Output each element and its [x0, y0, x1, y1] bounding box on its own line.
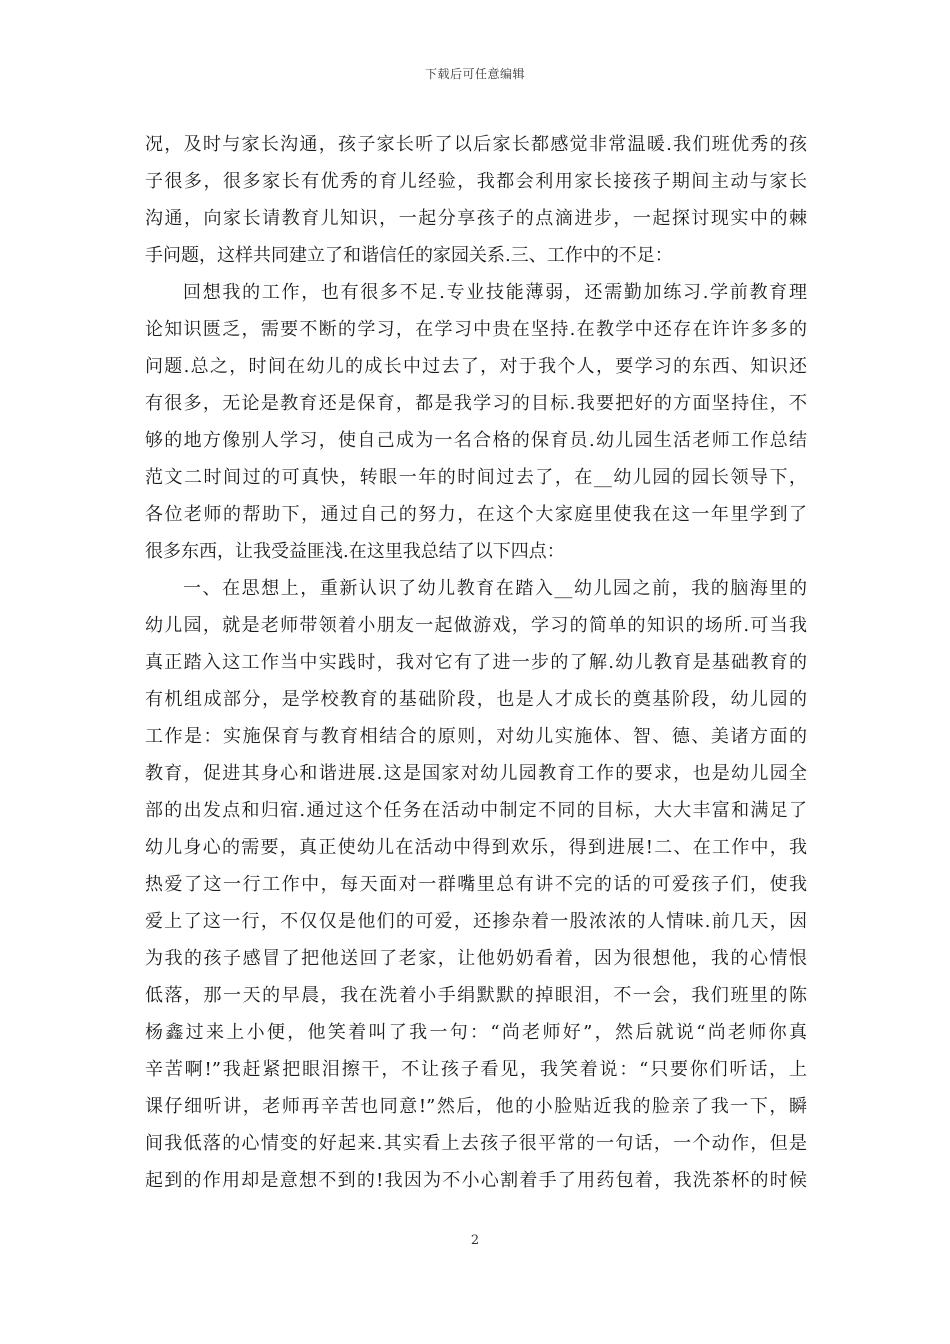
text-line: 幼儿园，就是老师带领着小朋友一起做游戏，学习的简单的知识的场所.可当我 — [145, 615, 807, 636]
text-line: 间我低落的心情变的好起来.其实看上去孩子很平常的一句话，一个动作，但是 — [145, 1133, 807, 1154]
text-line: 论知识匮乏，需要不断的学习，在学习中贵在坚持.在教学中还存在许许多多的 — [145, 319, 807, 340]
text-line: 热爱了这一行工作中，每天面对一群嘴里总有讲不完的话的可爱孩子们，使我 — [145, 874, 807, 895]
text-line: 有机组成部分，是学校教育的基础阶段，也是人才成长的奠基阶段，幼儿园的 — [145, 689, 807, 710]
text-line: 手问题，这样共同建立了和谐信任的家园关系.三、工作中的不足： — [145, 245, 673, 266]
text-line: 辛苦啊!”我赶紧把眼泪擦干，不让孩子看见，我笑着说：“只要你们听话，上 — [145, 1059, 807, 1080]
text-line: 杨鑫过来上小便，他笑着叫了我一句：“尚老师好”，然后就说“尚老师你真 — [145, 1022, 807, 1043]
text-line: 很多东西，让我受益匪浅.在这里我总结了以下四点： — [145, 541, 565, 562]
text-line: 工作是：实施保育与教育相结合的原则，对幼儿实施体、智、德、美诸方面的 — [145, 726, 807, 747]
text-line: 低落，那一天的早晨，我在洗着小手绢默默的掉眼泪，不一会，我们班里的陈 — [145, 985, 807, 1006]
text-line: 为我的孩子感冒了把他送回了老家，让他奶奶看着，因为很想他，我的心情恨 — [145, 948, 807, 969]
text-line: 爱上了这一行，不仅仅是他们的可爱，还掺杂着一股浓浓的人情味.前几天，因 — [145, 911, 807, 932]
text-line: 沟通，向家长请教育儿知识，一起分享孩子的点滴进步，一起探讨现实中的棘 — [145, 208, 807, 229]
text-line: 范文二时间过的可真快，转眼一年的时间过去了，在__幼儿园的园长领导下， — [145, 467, 807, 488]
text-line: 教育，促进其身心和谐进展.这是国家对幼儿园教育工作的要求，也是幼儿园全 — [145, 763, 807, 784]
text-line: 回想我的工作，也有很多不足.专业技能薄弱，还需勤加练习.学前教育理 — [183, 282, 807, 303]
text-line: 真正踏入这工作当中实践时，我对它有了进一步的了解.幼儿教育是基础教育的 — [145, 652, 807, 673]
text-line: 况，及时与家长沟通，孩子家长听了以后家长都感觉非常温暖.我们班优秀的孩 — [145, 134, 807, 155]
text-line: 一、在思想上，重新认识了幼儿教育在踏入__幼儿园之前，我的脑海里的 — [183, 578, 807, 599]
body-text — [145, 126, 807, 1199]
text-line: 幼儿身心的需要，真正使幼儿在活动中得到欢乐，得到进展!二、在工作中，我 — [145, 837, 807, 858]
page-number: 2 — [470, 1233, 480, 1248]
text-line: 问题.总之，时间在幼儿的成长中过去了，对于我个人，要学习的东西、知识还 — [145, 356, 807, 377]
text-line: 起到的作用却是意想不到的!我因为不小心割着手了用药包着，我洗茶杯的时候 — [145, 1170, 807, 1191]
text-line: 课仔细听讲，老师再辛苦也同意!”然后，他的小脸贴近我的脸亲了我一下，瞬 — [145, 1096, 807, 1117]
text-line: 子很多，很多家长有优秀的育儿经验，我都会利用家长接孩子期间主动与家长 — [145, 171, 807, 192]
text-line: 各位老师的帮助下，通过自己的努力，在这个大家庭里使我在这一年里学到了 — [145, 504, 807, 525]
text-line: 有很多，无论是教育还是保育，都是我学习的目标.我要把好的方面坚持住，不 — [145, 393, 807, 414]
text-line: 部的出发点和归宿.通过这个任务在活动中制定不同的目标，大大丰富和满足了 — [145, 800, 807, 821]
text-line: 够的地方像别人学习，使自己成为一名合格的保育员.幼儿园生活老师工作总结 — [145, 430, 807, 451]
page-header: 下载后可任意编辑 — [424, 67, 525, 81]
